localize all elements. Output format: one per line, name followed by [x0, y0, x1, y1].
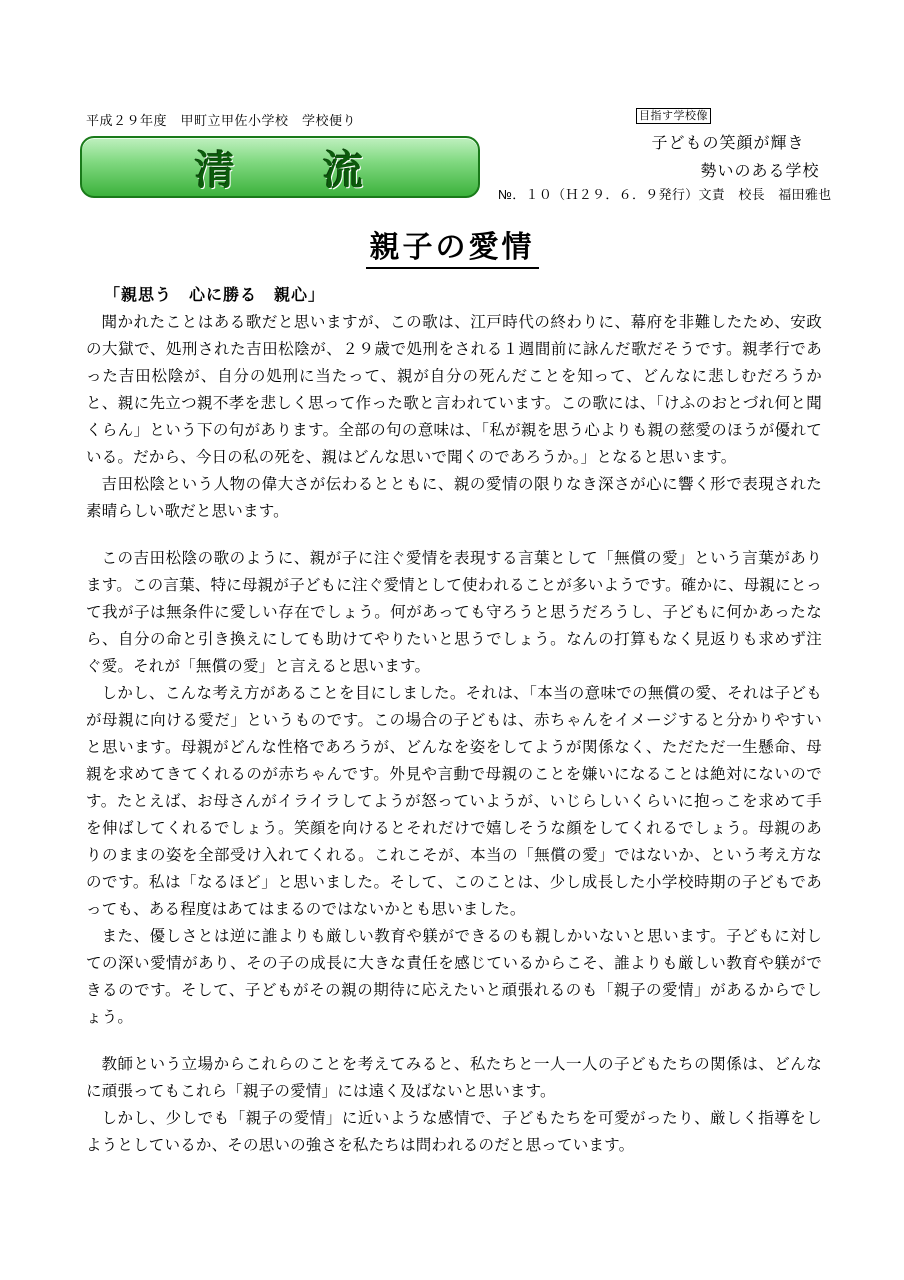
paragraph: 吉田松陰という人物の偉大さが伝わるとともに、親の愛情の限りなき深さが心に響く形で表現された素晴らしい歌だと思います。 [86, 476, 822, 520]
article-body [86, 282, 822, 1159]
newsletter-header [0, 0, 904, 210]
newsletter-title-banner [80, 136, 480, 198]
page-title [0, 222, 904, 266]
paragraph: しかし、こんな考え方があることを目にしました。それは、「本当の意味での無償の愛、それは子どもが母親に向ける愛だ」というものです。この場合の子どもは、赤ちゃんをイメージすると分かりやすいと思います。母親がどんな性格であろうが、どんなを姿をしてようが関係なく、ただただ一生懸命、母親を求めてきてくれるのが赤ちゃんです。外見や言動で母親のことを嫌いになることは絶対にないのです。たとえば、お母さんがイライラしてようが怒っていようが、いじらしいくらいに抱っこを求めて手を伸ばしてくれるでしょう。笑顔を向けるとそれだけで嬉しそうな顔をしてくれるでしょう。母親のありのままの姿を全部受け入れてくれる。これこそが、本当の「無償の愛」ではないか、という考え方なのです。私は「なるほど」と思いました。そして、このことは、少し成長した小学校時期の子どもであっても、ある程度はあてはまるのではないかとも思いました。 [86, 685, 822, 918]
paragraph: また、優しさとは逆に誰よりも厳しい教育や躾ができるのも親しかいないと思います。子どもに対しての深い愛情があり、その子の成長に大きな責任を感じているからこそ、誰よりも厳しい教育や躾ができるのです。そして、子どもがその親の期待に応えたいと頑張れるのも「親子の愛情」があるからでしょう。 [86, 928, 822, 1026]
school-vision-line-2: 勢いのある学校 [700, 163, 820, 180]
paragraph: 聞かれたことはある歌だと思いますが、この歌は、江戸時代の終わりに、幕府を非難したため、安政の大獄で、処刑された吉田松陰が、２９歳で処刑をされる１週間前に詠んだ歌だそうです。親孝行であった吉田松陰が、自分の処刑に当たって、親が自分の死んだことを知って、どんなに悲しむだろうかと、親に先立つ親不孝を悲しく思って作った歌と言われています。この歌には、「けふのおとづれ何と聞くらん」という下の句があります。全部の句の意味は、「私が親を思う心よりも親の慈愛のほうが優れている。だから、今日の私の死を、親はどんな思いで聞くのであろうか。」となると思います。 [86, 314, 822, 466]
banner-char-1: 清 [195, 147, 237, 194]
school-vision-line-1: 子どもの笑顔が輝き [651, 135, 805, 152]
page-title-text: 親子の愛情 [366, 231, 539, 269]
banner-text [82, 138, 478, 196]
paragraph: この吉田松陰の歌のように、親が子に注ぐ愛情を表現する言葉として「無償の愛」という言葉があります。この言葉、特に母親が子どもに注ぐ愛情として使われることが多いようです。確かに、母親にとって我が子は無条件に愛しい存在でしょう。何があっても守ろうと思うだろうし、子どもに何かあったなら、自分の命と引き換えにしても助けてやりたいと思うでしょう。なんの打算もなく見返りも求めず注ぐ愛。それが「無償の愛」と言えると思います。 [86, 550, 822, 675]
issue-line: 平成２９年度 甲町立甲佐小学校 学校便り [86, 113, 357, 128]
article-lead: 「親思う 心に勝る 親心」 [104, 287, 326, 304]
paragraph: 教師という立場からこれらのことを考えてみると、私たちと一人一人の子どもたちの関係は、どんなに頑張ってもこれら「親子の愛情」には遠く及ばないと思います。 [86, 1056, 822, 1100]
banner-char-2: 流 [323, 147, 365, 194]
paragraph: しかし、少しでも「親子の愛情」に近いような感情で、子どもたちを可愛がったり、厳しく指導をしようとしているか、その思いの強さを私たちは問われるのだと思っています。 [86, 1110, 822, 1154]
school-vision-label: 目指す学校像 [636, 108, 711, 124]
issue-meta-line: №．１０（Ｈ２９．６．９発行）文責 校長 福田雅也 [498, 187, 832, 202]
